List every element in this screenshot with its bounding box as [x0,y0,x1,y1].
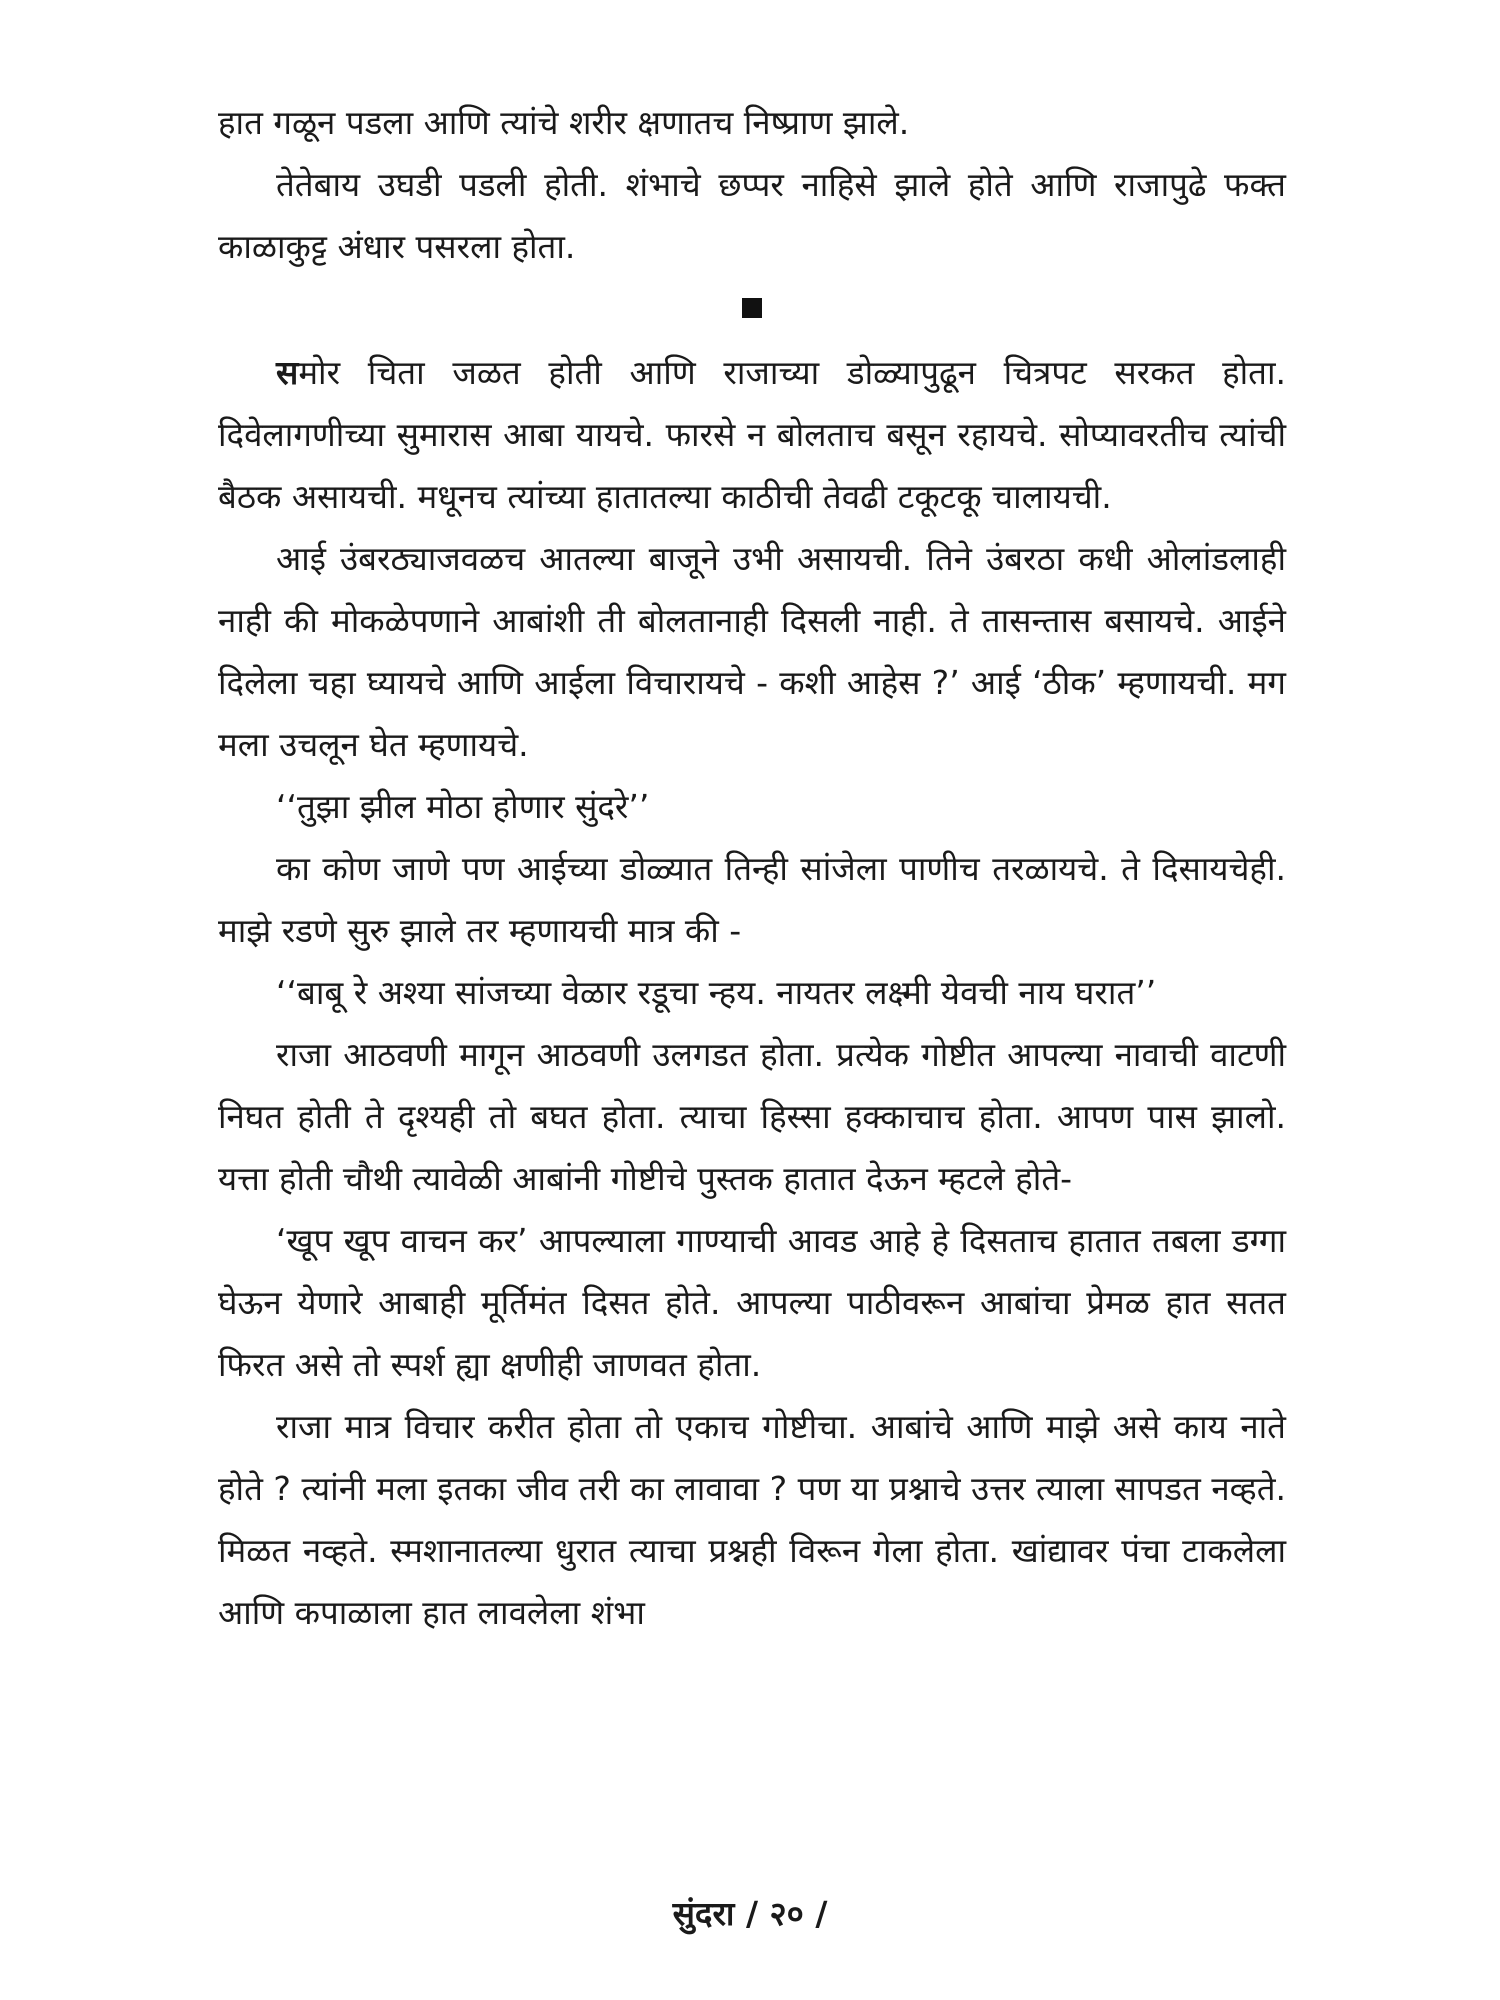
paragraph: ‘खूप खूप वाचन कर’ आपल्याला गाण्याची आवड आहे हे दिसताच हातात तबला डग्गा घेऊन येणारे आबाही मूर्तिमंत दिसत होते. आपल्या पाठीवरून आबांचा प्रेमळ हात सतत फिरत असे तो स्पर्श ह्या क्षणीही जाणवत होता. [218,1221,1286,1384]
quote: ‘‘बाबू रे अश्या सांजच्या वेळार रडूचा न्हय. नायतर लक्ष्मी येवची नाय घरात’’ [276,973,1157,1012]
page-footer: सुंदरा / २० / [672,1894,828,1933]
paragraph: तेतेबाय उघडी पडली होती. शंभाचे छप्पर नाहिसे झाले होते आणि राजापुढे फक्त काळाकुट्ट अंधार पसरला होता. [218,165,1286,266]
paragraph: हात गळून पडला आणि त्यांचे शरीर क्षणातच निष्प्राण झाले. [218,103,910,142]
section-separator-square [742,298,762,318]
body-text [218,92,1286,1644]
paragraph-text: मोर चिता जळत होती आणि राजाच्या डोळ्यापुढून चित्रपट सरकत होता. दिवेलागणीच्या सुमारास आबा यायचे. फारसे न बोलताच बसून रहायचे. सोप्यावरतीच त्यांची बैठक असायची. मधूनच त्यांच्या हातातल्या काठीची तेवढी टकूटकू चालायची. [218,353,1286,516]
paragraph: का कोण जाणे पण आईच्या डोळ्यात तिन्ही सांजेला पाणीच तरळायचे. ते दिसायचेही. माझे रडणे सुरु झाले तर म्हणायची मात्र की - [218,849,1286,950]
quote: ‘‘तुझा झील मोठा होणार सुंदरे’’ [276,787,650,826]
paragraph: राजा आठवणी मागून आठवणी उलगडत होता. प्रत्येक गोष्टीत आपल्या नावाची वाटणी निघत होती ते दृश्यही तो बघत होता. त्याचा हिस्सा हक्काचाच होता. आपण पास झालो. यत्ता होती चौथी त्यावेळी आबांनी गोष्टीचे पुस्तक हातात देऊन म्हटले होते- [218,1035,1286,1198]
paragraph: आई उंबरठ्याजवळच आतल्या बाजूने उभी असायची. तिने उंबरठा कधी ओलांडलाही नाही की मोकळेपणाने आबांशी ती बोलतानाही दिसली नाही. ते तासन्तास बसायचे. आईने दिलेला चहा घ्यायचे आणि आईला विचारायचे - कशी आहेस ?’ आई ‘ठीक’ म्हणायची. मग मला उचलून घेत म्हणायचे. [218,539,1286,764]
paragraph: राजा मात्र विचार करीत होता तो एकाच गोष्टीचा. आबांचे आणि माझे असे काय नाते होते ? त्यांनी मला इतका जीव तरी का लावावा ? पण या प्रश्नाचे उत्तर त्याला सापडत नव्हते. मिळत नव्हते. स्मशानातल्या धुरात त्याचा प्रश्नही विरून गेला होता. खांद्यावर पंचा टाकलेला आणि कपाळाला हात लावलेला शंभा [218,1407,1286,1632]
paragraph [218,342,1286,528]
bold-initial: स [276,353,299,392]
